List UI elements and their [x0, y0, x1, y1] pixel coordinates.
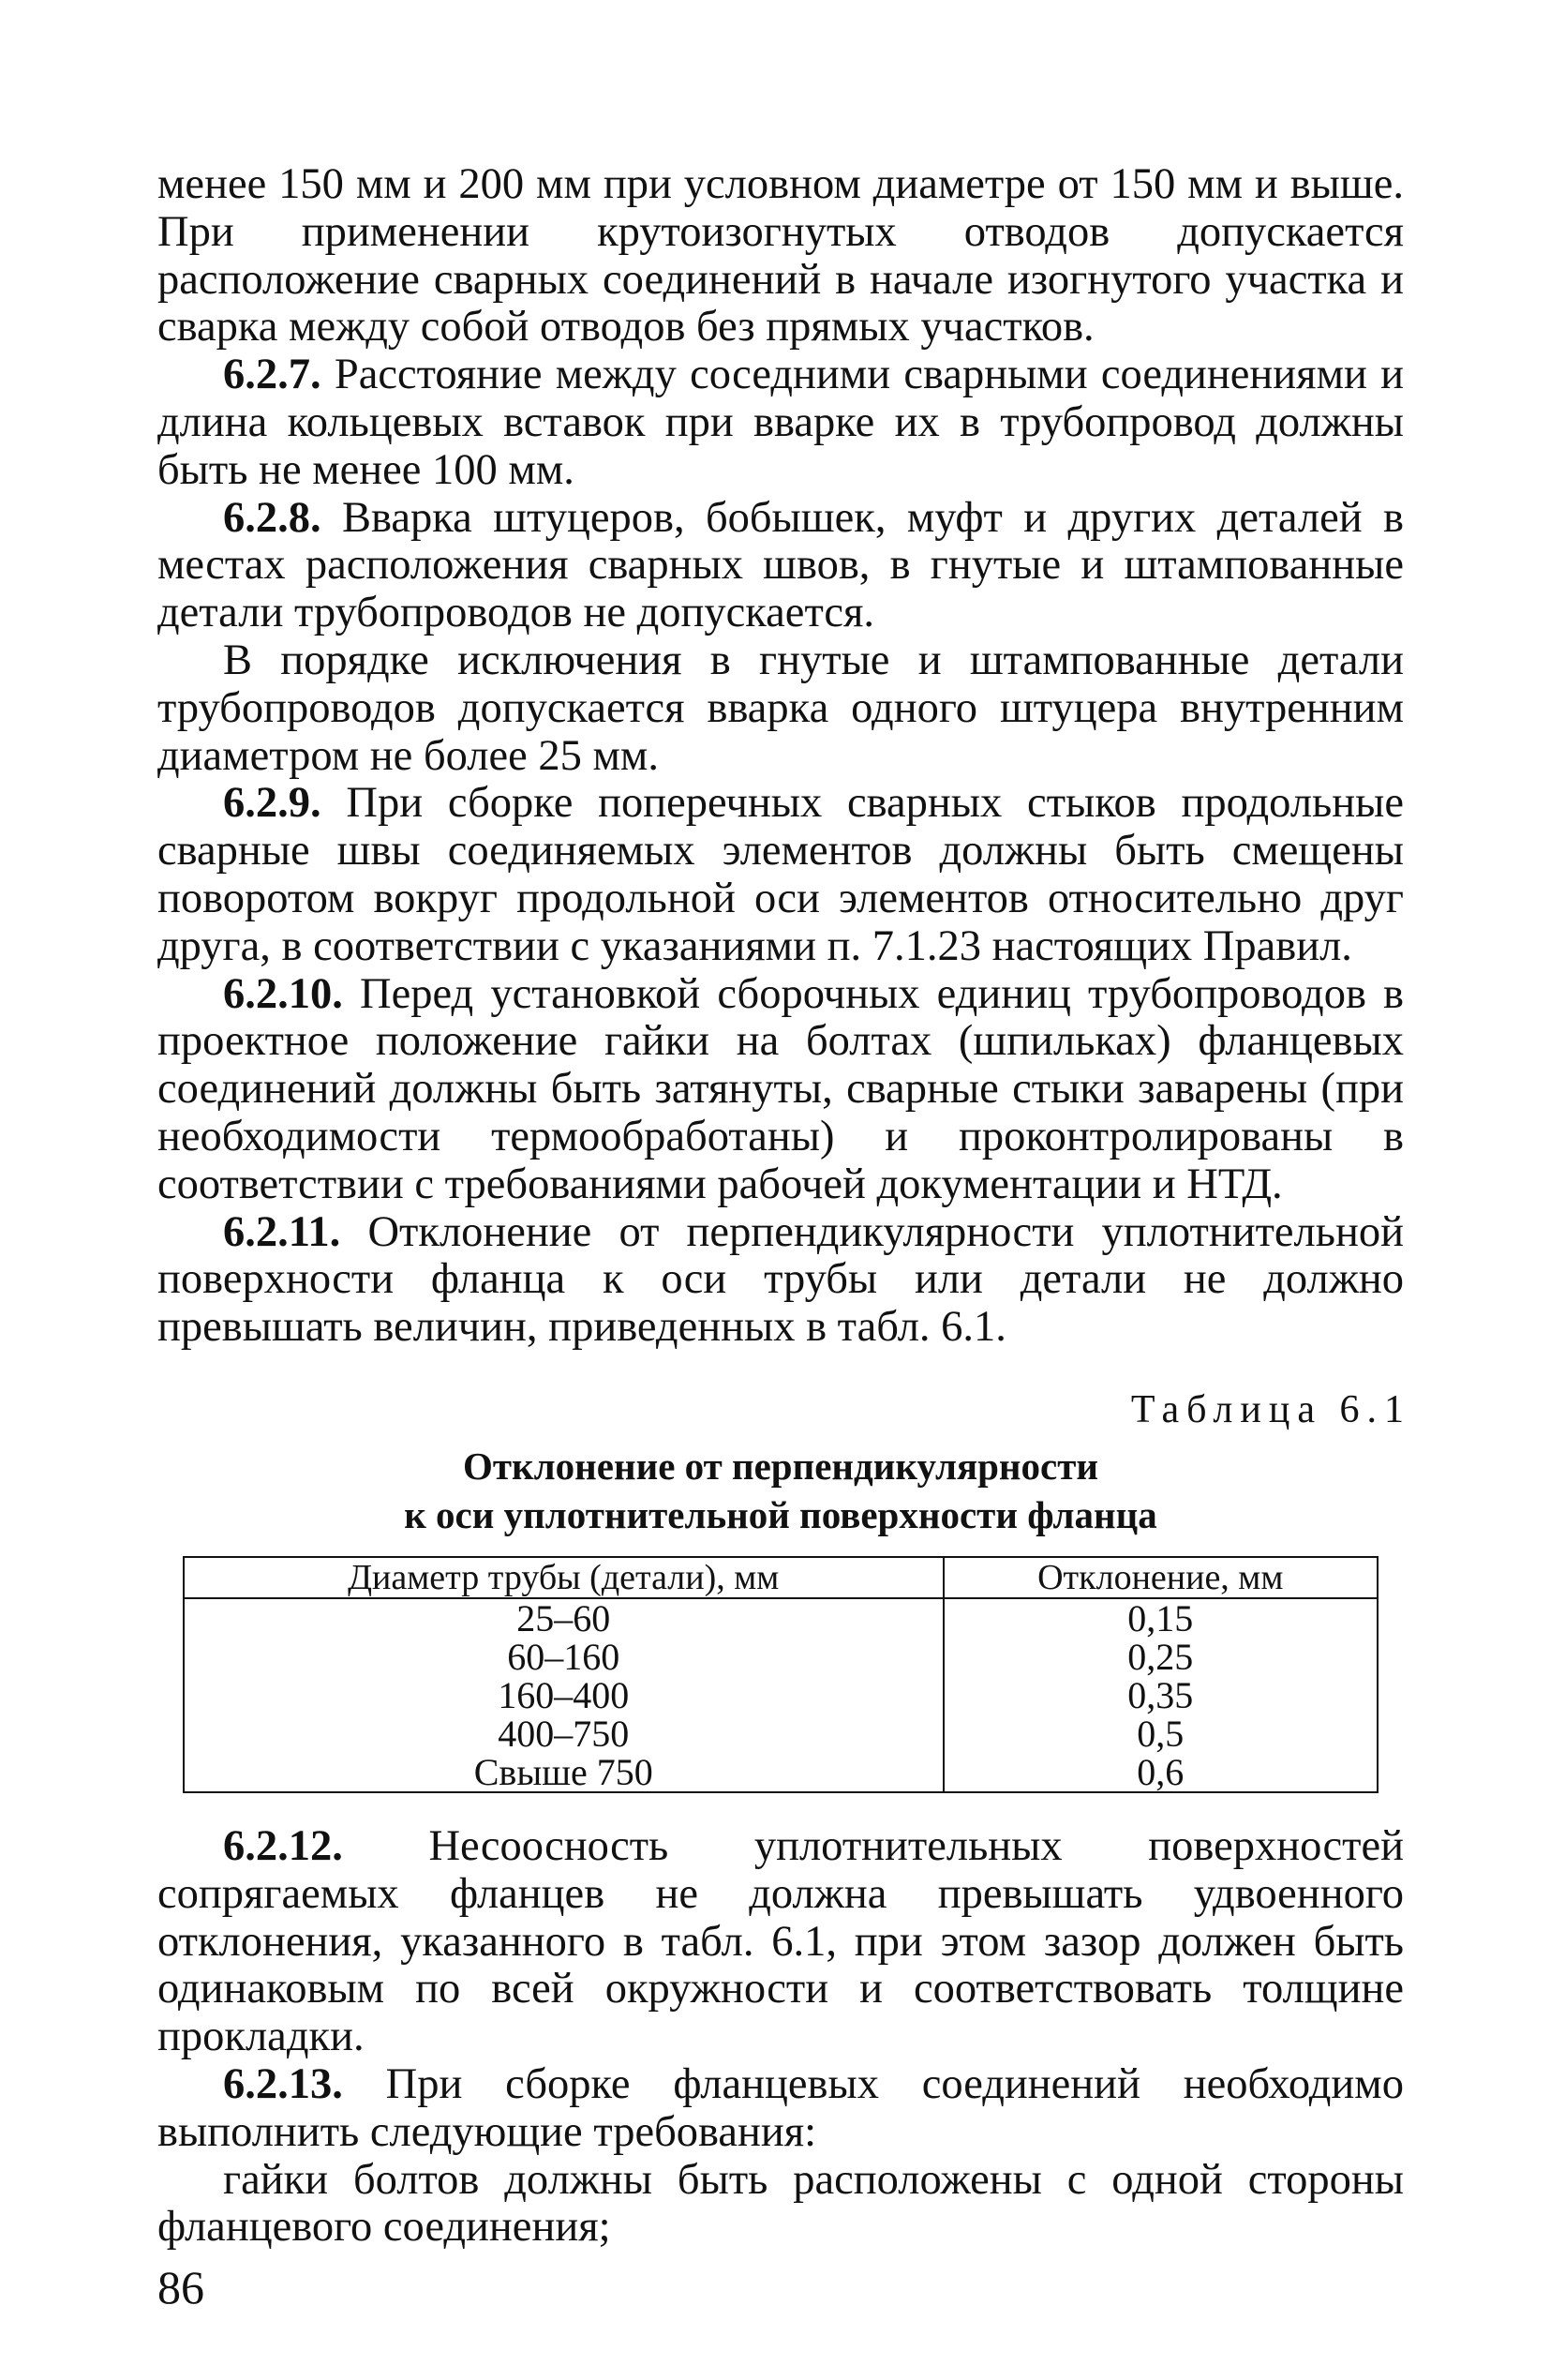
clause-number: 6.2.11. [223, 1207, 341, 1256]
clause-number: 6.2.12. [223, 1821, 343, 1870]
table-title [157, 1442, 1404, 1539]
cell-diameter: 60–160 [184, 1638, 944, 1676]
clause-number: 6.2.8. [223, 493, 321, 542]
cell-diameter: 400–750 [184, 1714, 944, 1753]
paragraph-6-2-9 [157, 780, 1404, 970]
table-row [184, 1676, 1378, 1714]
cell-diameter: 160–400 [184, 1676, 944, 1714]
column-header-deviation: Отклонение, мм [944, 1557, 1378, 1598]
paragraph-text: Отклонение от перпендикулярности уплотнительной поверхности фланца к оси трубы или детали не должно превышать величин, приведенных в табл. 6.1. [157, 1207, 1404, 1352]
table-title-line-2: к оси уплотнительной поверхности фланца [404, 1492, 1157, 1536]
paragraph-text: менее 150 мм и 200 мм при условном диаметре от 150 мм и выше. При применении крутоизогнутых отводов допускается расположение сварных соединений в начале изогнутого участка и сварка между собой отводов без прямых участков. [157, 160, 1404, 352]
table-row [184, 1753, 1378, 1792]
cell-deviation: 0,6 [944, 1753, 1378, 1792]
paragraph-text: Расстояние между соседними сварными соединениями и длина кольцевых вставок при вварке их в трубопровод должны быть не менее 100 мм. [157, 351, 1404, 494]
cell-diameter: 25–60 [184, 1598, 944, 1638]
paragraph-text: В порядке исключения в гнутые и штампованные детали трубопроводов допускается вварка одного штуцера внутренним диаметром не более 25 мм. [157, 636, 1404, 780]
table-row [184, 1598, 1378, 1638]
table-row [184, 1714, 1378, 1753]
paragraph-text: Вварка штуцеров, бобышек, муфт и других деталей в местах расположения сварных швов, в гнутые и штампованные детали трубопроводов не допускается. [157, 493, 1404, 637]
table-title-line-1: Отклонение от перпендикулярности [462, 1444, 1099, 1488]
cell-deviation: 0,15 [944, 1598, 1378, 1638]
page-body [157, 160, 1411, 2252]
paragraph-6-2-13 [157, 2061, 1404, 2157]
cell-deviation: 0,5 [944, 1714, 1378, 1753]
paragraph-continuation [157, 161, 1404, 352]
paragraph-nuts-requirement [157, 2157, 1404, 2253]
table-label: Таблица 6.1 [1130, 1387, 1411, 1431]
table-row [184, 1638, 1378, 1676]
paragraph-text: Перед установкой сборочных единиц трубопроводов в проектное положение гайки на болтах (шпильках) фланцевых соединений должны быть затянуты, сварные стыки заварены (при необходимости термообработаны) и проконтролированы в соответствии с требованиями рабочей документации и НТД. [157, 969, 1404, 1208]
paragraph-text: При сборке фланцевых соединений необходимо выполнить следующие требования: [157, 2059, 1404, 2156]
paragraph-text: При сборке поперечных сварных стыков продольные сварные швы соединяемых элементов должны быть смещены поворотом вокруг продольной оси элементов относительно друг друга, в соответствии с указаниями п. 7.1.23 настоящих Правил. [157, 779, 1404, 970]
paragraph-exception [157, 637, 1404, 780]
page-number: 86 [157, 2261, 204, 2313]
clause-number: 6.2.13. [223, 2059, 343, 2108]
paragraph-6-2-7 [157, 352, 1404, 494]
column-header-diameter: Диаметр трубы (детали), мм [184, 1557, 944, 1598]
paragraph-6-2-10 [157, 971, 1404, 1209]
cell-deviation: 0,35 [944, 1676, 1378, 1714]
paragraph-6-2-11 [157, 1209, 1404, 1352]
deviation-table [183, 1556, 1379, 1793]
paragraph-text: гайки болтов должны быть расположены с одной стороны фланцевого соединения; [157, 2155, 1404, 2252]
clause-number: 6.2.7. [223, 351, 321, 399]
clause-number: 6.2.10. [223, 969, 343, 1018]
paragraph-6-2-12 [157, 1823, 1404, 2061]
cell-deviation: 0,25 [944, 1638, 1378, 1676]
paragraph-6-2-8 [157, 495, 1404, 637]
paragraph-text: Несоосность уплотнительных поверхностей сопрягаемых фланцев не должна превышать удвоенного отклонения, указанного в табл. 6.1, при этом зазор должен быть одинаковым по всей окружности и соответствовать толщине прокладки. [157, 1821, 1404, 2061]
table-header-row [184, 1557, 1378, 1598]
clause-number: 6.2.9. [223, 779, 321, 828]
cell-diameter: Свыше 750 [184, 1753, 944, 1792]
